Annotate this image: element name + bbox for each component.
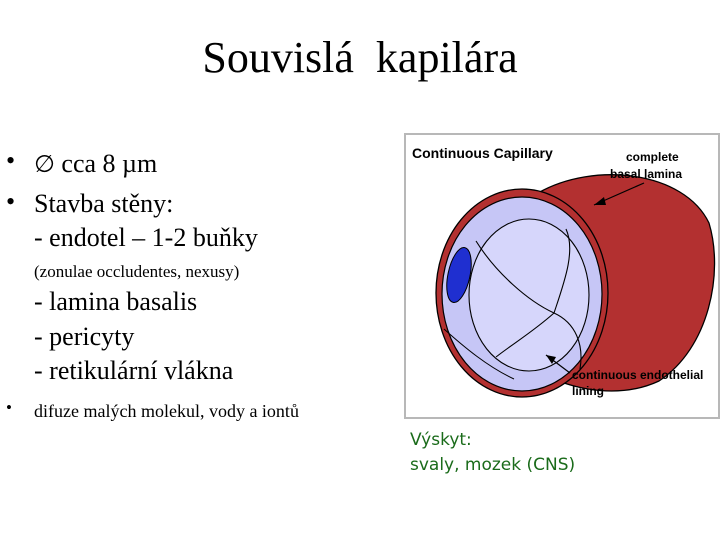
subitem-reticular-fibers: - retikulární vlákna bbox=[34, 356, 234, 385]
label-basal-lamina: basal lamina bbox=[610, 167, 683, 181]
bullet-structure-heading: Stavba stěny: bbox=[34, 189, 174, 218]
diameter-symbol: ∅ bbox=[34, 150, 55, 178]
subitem-endothelium: - endotel – 1-2 buňky bbox=[34, 223, 258, 252]
subitem-basal-lamina: - lamina basalis bbox=[34, 287, 198, 316]
slide-title: Souvislá kapilára bbox=[202, 33, 518, 82]
capillary-diagram bbox=[404, 133, 720, 419]
bullet-marker: • bbox=[6, 187, 16, 216]
bullet-marker: • bbox=[6, 398, 12, 417]
subitem-pericytes: - pericyty bbox=[34, 322, 135, 351]
capillary-lumen bbox=[469, 219, 589, 371]
bullet-marker: • bbox=[6, 146, 16, 175]
label-complete: complete bbox=[626, 150, 679, 164]
occurrence-heading: Výskyt: bbox=[410, 430, 472, 450]
label-lining: lining bbox=[572, 384, 604, 398]
bullet-diffusion: difuze malých molekul, vody a iontů bbox=[34, 401, 299, 421]
label-continuous-endothelial: continuous endothelial bbox=[572, 368, 704, 382]
diagram-title: Continuous Capillary bbox=[412, 145, 553, 161]
subitem-junctions-note: (zonulae occludentes, nexusy) bbox=[34, 262, 240, 281]
diameter-text: cca 8 µm bbox=[54, 149, 158, 178]
bullet-diameter bbox=[34, 148, 157, 180]
occurrence-text: svaly, mozek (CNS) bbox=[410, 455, 576, 475]
